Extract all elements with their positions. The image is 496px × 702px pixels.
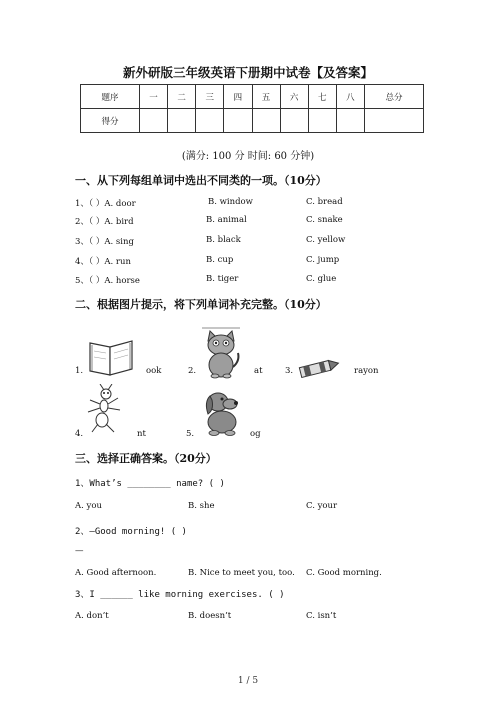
question-1-stem: 1、（ ）A. door xyxy=(75,199,136,209)
score-cell[interactable] xyxy=(280,109,308,133)
mc-question-3-option-c: C. isn’t xyxy=(306,611,337,621)
mc-question-1-option-b: B. she xyxy=(188,501,215,511)
mc-question-3-option-a: A. don’t xyxy=(75,611,109,621)
question-2-option-c: C. snake xyxy=(306,215,343,225)
question-3-option-c: C. yellow xyxy=(306,235,346,245)
page-title: 新外研版三年级英语下册期中试卷【及答案】 xyxy=(122,65,373,80)
picture-5-word: og xyxy=(250,429,261,439)
table-cell: 二 xyxy=(168,85,196,109)
mc-question-1: 1、What’s ________ name? ( ) xyxy=(75,479,225,489)
mc-question-2-reply-dash: — xyxy=(75,546,84,556)
question-1-option-c: C. bread xyxy=(306,197,343,207)
book-icon xyxy=(86,337,136,377)
score-cell[interactable] xyxy=(308,109,336,133)
score-cell[interactable] xyxy=(140,109,168,133)
score-table xyxy=(80,84,424,133)
picture-4-number: 4. xyxy=(75,429,84,439)
mc-question-2-option-c: C. Good morning. xyxy=(306,568,382,578)
mc-question-2-option-b: B. Nice to meet you, too. xyxy=(188,568,295,578)
table-cell: 五 xyxy=(252,85,280,109)
mc-question-3: 3、I ______ like morning exercises. ( ) xyxy=(75,590,285,600)
picture-5-number: 5. xyxy=(186,429,195,439)
picture-1-number: 1. xyxy=(75,366,84,376)
question-5-option-c: C. glue xyxy=(306,274,337,284)
score-cell[interactable] xyxy=(224,109,252,133)
score-cell[interactable] xyxy=(336,109,364,133)
mc-question-1-option-a: A. you xyxy=(75,501,102,511)
table-cell: 得分 xyxy=(81,109,140,133)
score-table-header-row xyxy=(81,85,424,109)
score-cell[interactable] xyxy=(252,109,280,133)
question-4-option-c: C. jump xyxy=(306,255,340,265)
table-cell: 一 xyxy=(140,85,168,109)
table-cell: 题序 xyxy=(81,85,140,109)
table-cell: 三 xyxy=(196,85,224,109)
question-5-option-b: B. tiger xyxy=(206,274,239,284)
ant-icon xyxy=(84,384,128,434)
section-2-heading: 二、根据图片提示，将下列单词补充完整。（10分） xyxy=(75,298,327,311)
score-cell[interactable] xyxy=(196,109,224,133)
question-1-option-b: B. window xyxy=(208,197,253,207)
question-2-option-b: B. animal xyxy=(206,215,247,225)
table-cell: 七 xyxy=(308,85,336,109)
question-3-stem: 3、（ ）A. sing xyxy=(75,237,134,247)
table-cell: 八 xyxy=(336,85,364,109)
score-table-score-row xyxy=(81,109,424,133)
crayon-icon xyxy=(296,358,342,378)
table-cell: 总分 xyxy=(365,85,424,109)
table-cell: 六 xyxy=(280,85,308,109)
dog-icon xyxy=(200,388,244,436)
mc-question-3-option-b: B. doesn’t xyxy=(188,611,232,621)
cat-icon xyxy=(200,327,242,379)
page-number: 1 / 5 xyxy=(237,676,259,686)
picture-1-word: ook xyxy=(146,366,162,376)
mc-question-1-option-c: C. your xyxy=(306,501,338,511)
exam-note: (满分: 100 分 时间: 60 分钟) xyxy=(181,151,315,162)
mc-question-2: 2、—Good morning! ( ) xyxy=(75,527,187,537)
question-5-stem: 5、（ ）A. horse xyxy=(75,276,140,286)
section-3-heading: 三、选择正确答案。（20分） xyxy=(75,452,217,465)
question-2-stem: 2、（ ）A. bird xyxy=(75,217,134,227)
question-3-option-b: B. black xyxy=(206,235,241,245)
question-4-stem: 4、（ ）A. run xyxy=(75,257,131,267)
score-cell[interactable] xyxy=(365,109,424,133)
question-4-option-b: B. cup xyxy=(206,255,234,265)
mc-question-2-option-a: A. Good afternoon. xyxy=(75,568,157,578)
picture-3-word: rayon xyxy=(354,366,379,376)
picture-4-word: nt xyxy=(137,429,146,439)
picture-3-number: 3. xyxy=(285,366,294,376)
table-cell: 四 xyxy=(224,85,252,109)
score-cell[interactable] xyxy=(168,109,196,133)
section-1-heading: 一、从下列每组单词中选出不同类的一项。（10分） xyxy=(75,174,327,187)
picture-2-number: 2. xyxy=(188,366,197,376)
picture-2-word: at xyxy=(254,366,263,376)
